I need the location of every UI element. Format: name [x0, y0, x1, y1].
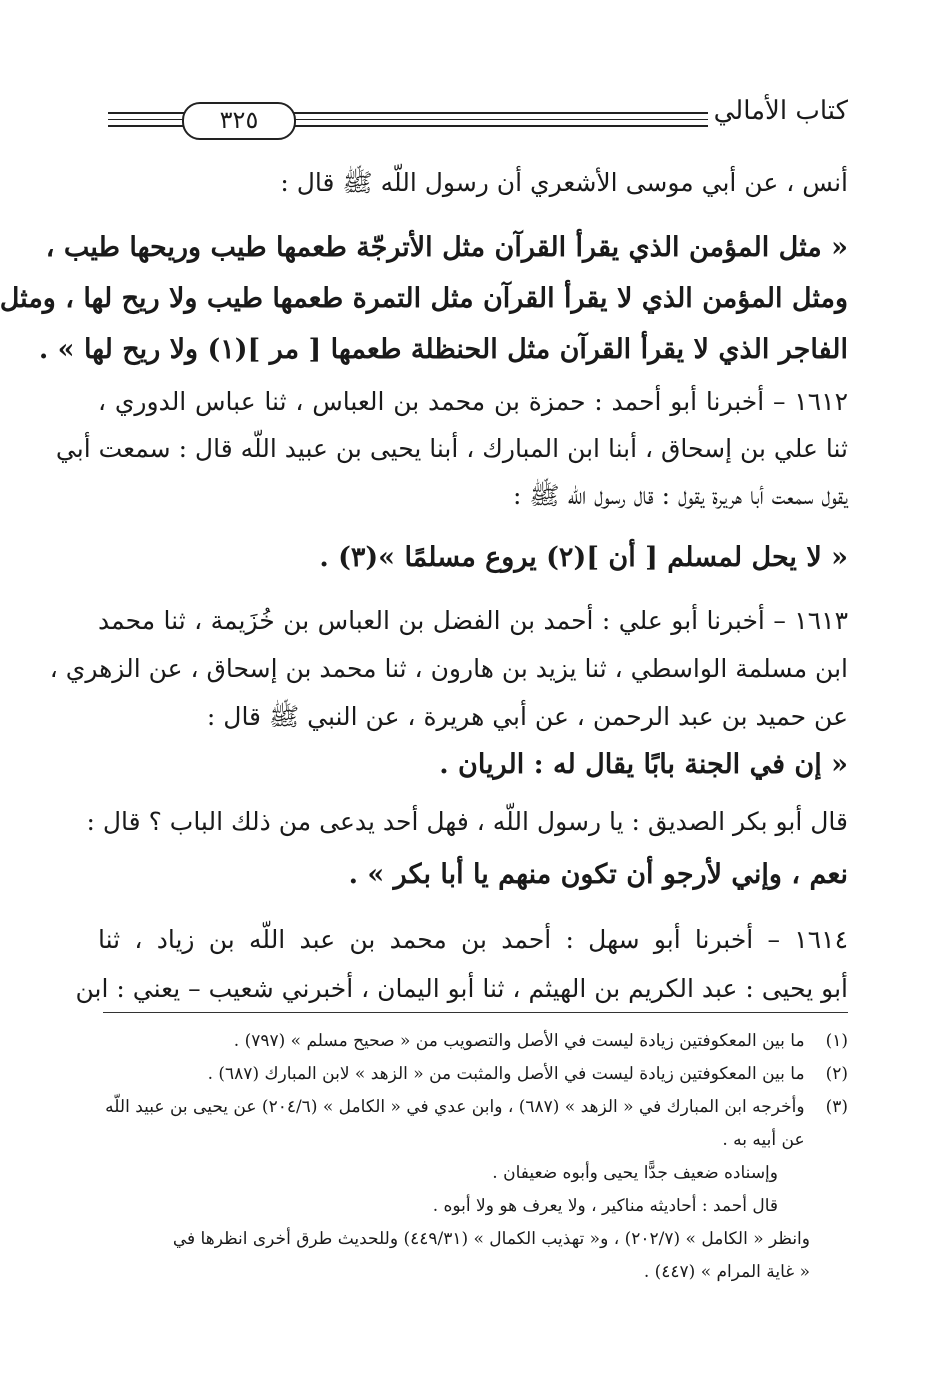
footnote-3-note: « غاية المرام » (٤٤٧) . — [643, 1262, 810, 1282]
hadith-1 — [0, 222, 848, 375]
hadith-1-line: الفاجر الذي لا يقرأ القرآن مثل الحنظلة طعمها [ مر ](١) ولا ريح لها » . — [38, 334, 848, 365]
narration-1612 — [55, 378, 848, 519]
footnote-3-note: وانظر « الكامل » (٢٠٢/٧) ، و« تهذيب الكمال » (٤٤٩/٣١) وللحديث طرق أخرى انظرها في — [172, 1229, 810, 1249]
narration-line: ١٦١٤ – أخبرنا أبو سهل : أحمد بن محمد بن عبد اللّه بن زياد ، ثنا — [98, 925, 848, 954]
footnote-text: وأخرجه ابن المبارك في « الزهد » (٦٨٧) ، وابن عدي في « الكامل » (٢٠٤/٦) عن يحيى بن عبيد اللّه — [105, 1097, 805, 1117]
footnote-1 — [103, 1025, 848, 1058]
hadith-2: « لا يحل لمسلم [ أن ](٢) يروع مسلمًا »(٣) . — [319, 542, 848, 573]
footnote-3-continued — [103, 1124, 848, 1157]
page-header — [108, 92, 848, 142]
narration-line: ١٦١٢ – أخبرنا أبو أحمد : حمزة بن محمد بن العباس ، ثنا عباس الدوري ، — [98, 387, 848, 416]
hadith-3-end: نعم ، وإني لأرجو أن تكون منهم يا أبا بكر » . — [348, 859, 848, 890]
footnotes — [103, 1025, 848, 1289]
narration-line: أبو يحيى : عبد الكريم بن الهيثم ، ثنا أبو اليمان ، أخبرني شعيب – يعني : ابن — [75, 974, 848, 1003]
footnote-separator — [103, 1012, 848, 1013]
running-title: كتاب الأمالي — [713, 96, 848, 126]
narration-1614 — [75, 915, 848, 1013]
footnote-text: عن أبيه به . — [722, 1130, 805, 1150]
footnote-3-note: وإسناده ضعيف جدًّا يحيى وأبوه ضعيفان . — [492, 1163, 778, 1183]
narration-line: ثنا علي بن إسحاق ، أبنا ابن المبارك ، أبنا يحيى بن عبيد اللّه قال : سمعت أبي — [55, 434, 848, 463]
footnote-2 — [103, 1058, 848, 1091]
abubakr-question: قال أبو بكر الصديق : يا رسول اللّه ، فهل أحد يدعى من ذلك الباب ؟ قال : — [86, 807, 848, 836]
hadith-1-line: « مثل المؤمن الذي يقرأ القرآن مثل الأترجّة طعمها طيب وريحها طيب ، — [45, 232, 848, 263]
narration-line: ١٦١٣ – أخبرنا أبو علي : أحمد بن الفضل بن العباس بن خُزَيمة ، ثنا محمد — [98, 606, 848, 635]
narration-1613 — [49, 597, 848, 741]
footnote-number: (٢) — [825, 1064, 848, 1084]
hadith-3: « إن في الجنة بابًا يقال له : الريان . — [439, 749, 848, 780]
narration-line: ابن مسلمة الواسطي ، ثنا يزيد بن هارون ، ثنا محمد بن إسحاق ، عن الزهري ، — [49, 654, 848, 683]
footnote-number: (٣) — [825, 1097, 848, 1117]
page-number: ٣٢٥ — [182, 102, 296, 140]
footnote-3 — [103, 1091, 848, 1124]
narration-line: عن حميد بن عبد الرحمن ، عن أبي هريرة ، عن النبي ﷺ قال : — [206, 702, 848, 731]
footnote-number: (١) — [825, 1031, 848, 1051]
intro-line: أنس ، عن أبي موسى الأشعري أن رسول اللّه ﷺ قال : — [280, 168, 848, 197]
footnote-text: ما بين المعكوفتين زيادة ليست في الأصل والتصويب من « صحيح مسلم » (٧٩٧) . — [233, 1031, 805, 1051]
footnote-text: ما بين المعكوفتين زيادة ليست في الأصل والمثبت من « الزهد » لابن المبارك (٦٨٧) . — [207, 1064, 805, 1084]
footnote-3-note: قال أحمد : أحاديثه مناكير ، ولا يعرف هو ولا أبوه . — [432, 1196, 778, 1216]
hadith-1-line: ومثل المؤمن الذي لا يقرأ القرآن مثل التمرة طعمها طيب ولا ريح لها ، ومثل — [0, 283, 848, 314]
narration-line: يقول سمعت أبا هريرة يقول : قال رسول اللّه ﷺ : — [513, 481, 848, 510]
